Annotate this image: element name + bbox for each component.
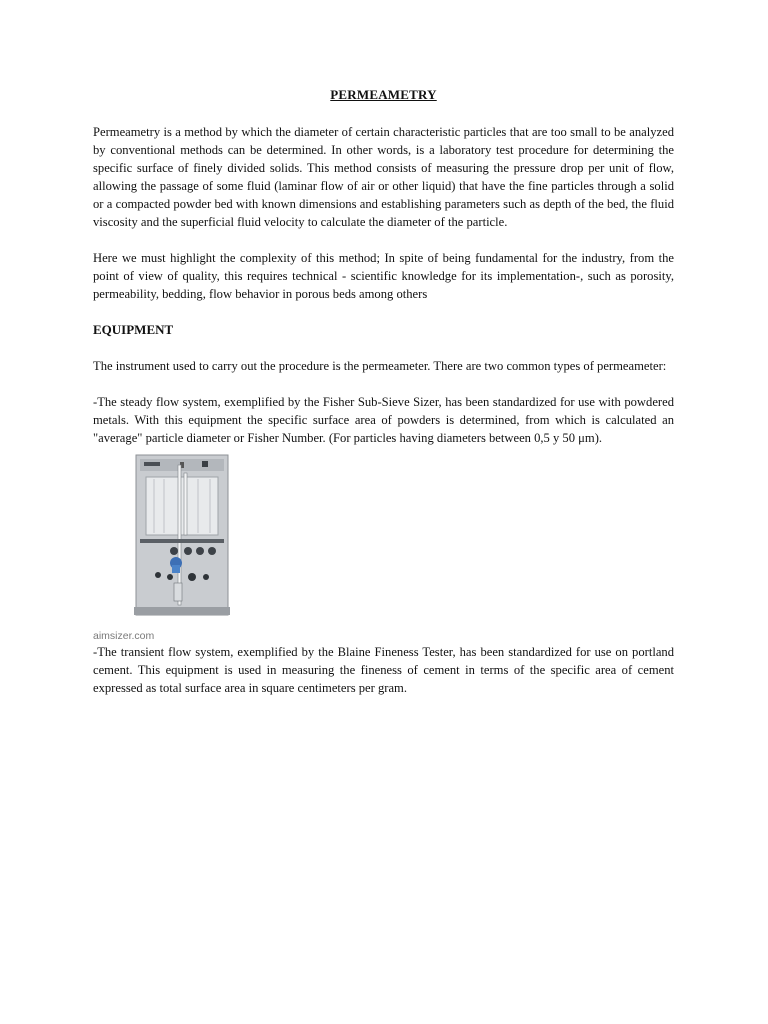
document-title: PERMEAMETRY	[330, 87, 437, 102]
image-caption: aimsizer.com	[93, 630, 155, 642]
equipment-paragraph-3: -The transient flow system, exemplified by the Blaine Fineness Tester, has been standardized for use on portland cement. This equipment is used in measuring the fineness of cement in terms of the specific area of cement expressed as total surface area in square centimeters per gram.	[93, 645, 674, 695]
intro-paragraph-2: Here we must highlight the complexity of this method; In spite of being fundamental for the industry, from the point of view of quality, this requires technical - scientific knowledge for its implementation-, such as porosity, permeability, bedding, flow behavior in porous beds among others	[93, 251, 674, 301]
permeameter-illustration	[134, 453, 230, 617]
permeameter-image	[93, 453, 674, 629]
equipment-heading: EQUIPMENT	[93, 322, 174, 337]
intro-paragraph-1: Permeametry is a method by which the diameter of certain characteristic particles that are too small to be analyzed by conventional methods can be determined. In other words, is a laboratory test procedure for determining the specific surface of finely divided solids. This method consists of measuring the pressure drop per unit of flow, allowing the passage of some fluid (laminar flow of air or other liquid) that have the fine particles through a solid or a compacted powder bed with known dimensions and establishing parameters such as depth of the bed, the fluid viscosity and the superficial fluid velocity to calculate the diameter of the particle.	[93, 125, 674, 229]
document-body	[93, 86, 674, 715]
equipment-paragraph-2: -The steady flow system, exemplified by the Fisher Sub-Sieve Sizer, has been standardized for use with powdered metals. With this equipment the specific surface area of powders is determined, from which is calculated an "average" particle diameter or Fisher Number. (For particles having diameters between 0,5 y 50 μm).	[93, 395, 674, 445]
equipment-paragraph-1: The instrument used to carry out the procedure is the permeameter. There are two common types of permeameter:	[93, 359, 667, 373]
